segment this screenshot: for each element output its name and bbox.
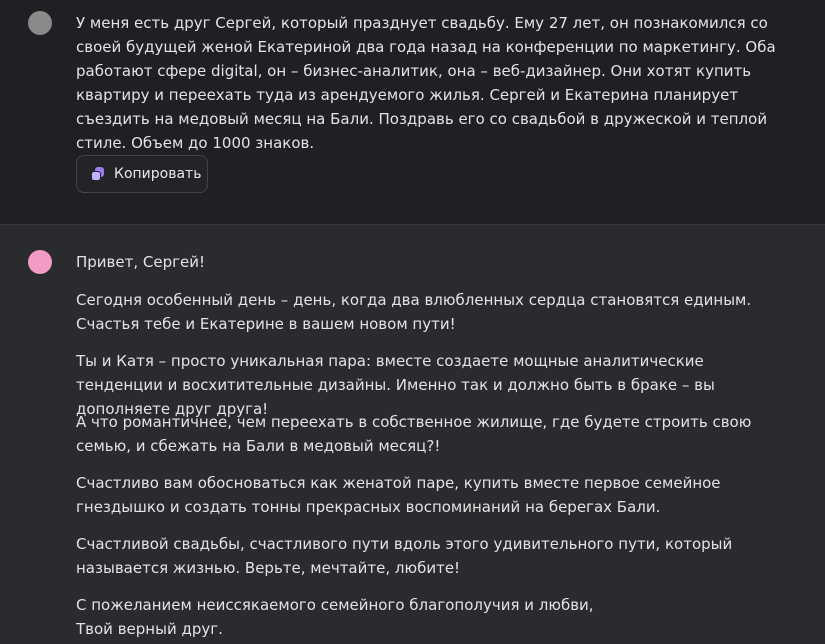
user-message-text: У меня есть друг Сергей, который празднует свадьбу. Ему 27 лет, он познакомился со своей будущей женой Екатериной два года назад на конференции по маркетингу. Оба работают сфере digital, он – бизнес-аналитик, она – веб-дизайнер. Они хотят купить квартиру и переехать туда из арендуемого жилья. Сергей и Екатерина планирует съездить на медовый месяц на Бали. Поздравь его со свадьбой в дружеской и теплой стиле. Объем до 1000 знаков. [76,14,776,152]
copy-button-label: Копировать [114,166,202,182]
greeting-paragraph: Привет, Сергей! [76,253,205,271]
assistant-message [0,225,825,644]
signature-paragraph: С пожеланием неиссякаемого семейного благополучия и любви, Твой верный друг. [76,596,594,638]
message-paragraph: Счастливо вам обосноваться как женатой паре, купить вместе первое семейное гнездышко и создать тонны прекрасных воспоминаний на берегах Бали. [76,474,721,516]
user-message [0,0,825,225]
message-paragraph: Ты и Катя – просто уникальная пара: вместе создаете мощные аналитические тенденции и восхитительные дизайны. Именно так и должно быть в браке – вы дополняете друг друга! [76,352,715,418]
message-paragraph: Счастливой свадьбы, счастливого пути вдоль этого удивительного пути, который называется жизнью. Верьте, мечтайте, любите! [76,535,733,577]
message-paragraph: Сегодня особенный день – день, когда два влюбленных сердца становятся единым. Счастья тебе и Екатерине в вашем новом пути! [76,291,752,333]
copy-button[interactable] [76,155,208,193]
copy-icon [90,166,106,182]
user-avatar [28,11,52,35]
assistant-avatar [28,250,52,274]
message-paragraph: А что романтичнее, чем переехать в собственное жилище, где будете строить свою семью, и сбежать на Бали в медовый месяц?! [76,413,752,455]
